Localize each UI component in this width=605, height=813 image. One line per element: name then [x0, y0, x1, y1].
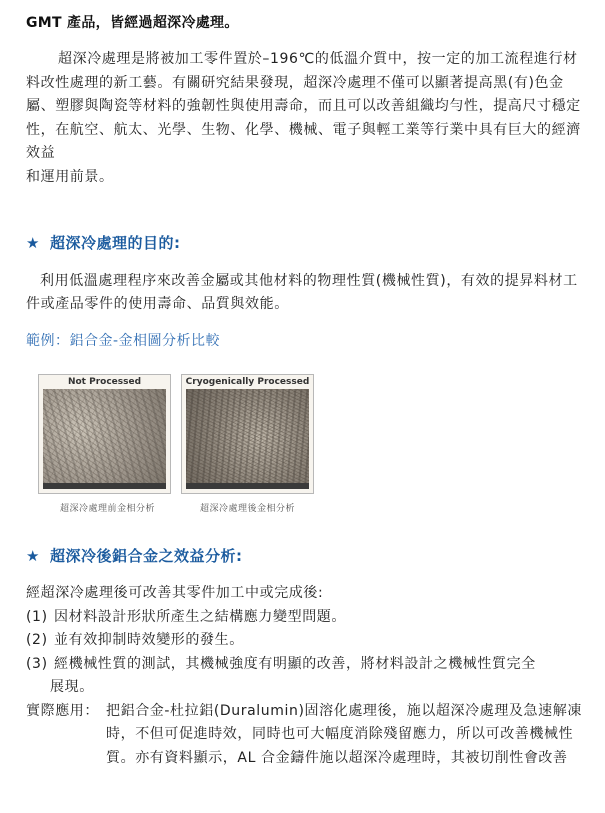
list-item — [26, 629, 591, 653]
list-number: (3) — [26, 655, 48, 672]
intro-text: 超深冷處理是將被加工零件置於–196℃的低溫介質中，按一定的加工流程進行材料改性處理的新工藝。有關研究結果發現，超深冷處理不僅可以顯著提高黑(有)色金屬、塑膠與陶瓷等材料的強韌性與使用壽命，而且可以改善組織均勻性，提高尺寸穩定性，在航空、航太、光學、生物、化學、機械、電子與輕工業等行業中具有巨大的經濟效益 — [26, 51, 581, 161]
list-text-continuation: 展現。 — [50, 679, 94, 695]
benefits-block — [26, 582, 591, 770]
micrograph-cryogenically-processed — [181, 374, 314, 494]
application-text: 把鋁合金-杜拉鋁(Duralumin)固溶化處理後，施以超深冷處理及急速解凍時，不但可促進時效，同時也可大幅度消除殘留應力，所以可改善機械性質。亦有資料顯示，AL 合金鑄件施以超深冷處理時，其被切削性會改善 — [106, 702, 582, 766]
section-heading-text: 超深冷後鋁合金之效益分析: — [49, 547, 243, 565]
application-label: 實際應用： — [26, 702, 99, 719]
intro-paragraph — [26, 48, 586, 189]
example-label: 範例：鋁合金-金相圖分析比較 — [26, 333, 221, 349]
purpose-paragraph — [26, 270, 586, 316]
benefits-lead: 經超深冷處理後可改善其零件加工中或完成後: — [26, 585, 324, 601]
micrograph-texture — [43, 389, 166, 487]
list-item — [26, 606, 591, 630]
intro-text-end: 和運用前景。 — [26, 168, 114, 185]
list-text: 並有效抑制時效變形的發生。 — [54, 632, 244, 648]
scale-bar — [186, 483, 309, 489]
list-text: 因材料設計形狀所產生之結構應力變型問題。 — [54, 608, 346, 625]
micrograph-texture — [186, 389, 309, 487]
micrograph-not-processed — [38, 374, 171, 494]
star-icon: ★ — [26, 234, 40, 252]
micrograph-label: Not Processed — [39, 376, 170, 388]
micrograph-caption-before: 超深冷處理前金相分析 — [60, 504, 156, 514]
section-heading-benefits — [26, 545, 242, 566]
micrograph-caption-after: 超深冷處理後金相分析 — [200, 504, 296, 514]
micrograph-label: Cryogenically Processed — [182, 376, 313, 388]
section-heading-text: 超深冷處理的目的: — [49, 234, 181, 252]
list-number: (2) — [26, 632, 48, 648]
page-title: GMT 產品，皆經過超深冷處理。 — [26, 15, 239, 31]
list-number: (1) — [26, 608, 48, 625]
purpose-text: 利用低溫處理程序來改善金屬或其他材料的物理性質(機械性質)，有效的提昇料材工件或產品零件的使用壽命、品質與效能。 — [26, 273, 578, 312]
list-item — [26, 653, 591, 677]
star-icon: ★ — [26, 547, 40, 565]
application-block — [26, 700, 591, 771]
section-heading-purpose — [26, 232, 180, 253]
list-text: 經機械性質的測試，其機械強度有明顯的改善，將材料設計之機械性質完全 — [54, 655, 536, 672]
scale-bar — [43, 483, 166, 489]
